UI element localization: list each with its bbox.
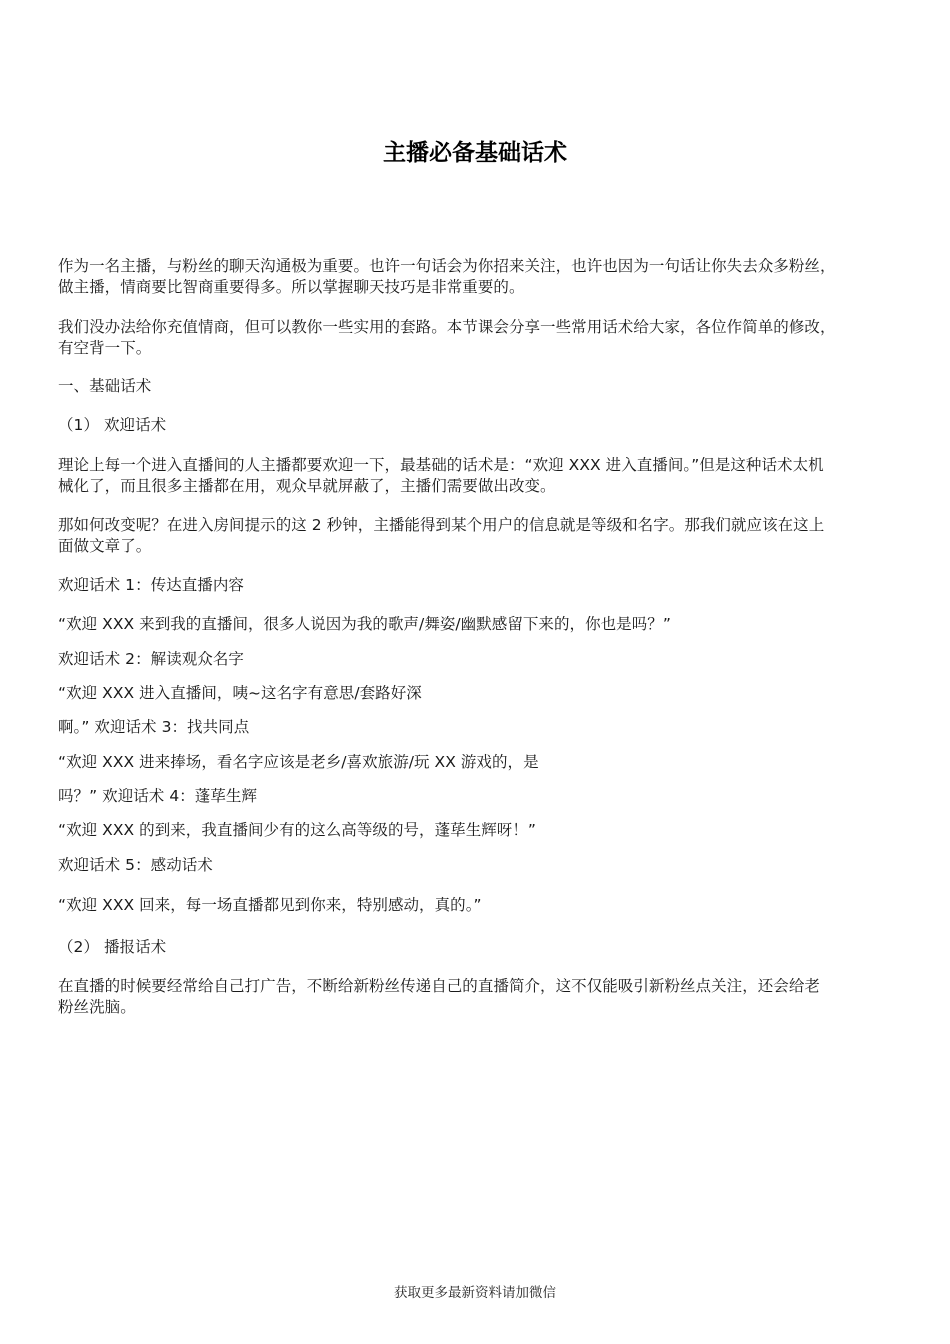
subheading-welcome-scripts: （1） 欢迎话术 [58,416,167,434]
page-title: 主播必备基础话术 [383,140,567,166]
intro-paragraph-1-line-2: 做主播，情商要比智商重要得多。所以掌握聊天技巧是非常重要的。 [58,278,525,296]
welcome-script-5-label: 欢迎话术 5：感动话术 [58,856,213,874]
paragraph-3-line-1: 理论上每一个进入直播间的人主播都要欢迎一下，最基础的话术是：“欢迎 XXX 进入直播间。”但是这种话术太机 [58,456,824,474]
intro-paragraph-2-line-2: 有空背一下。 [58,339,152,357]
welcome-script-3-text: “欢迎 XXX 进来捧场，看名字应该是老乡/喜欢旅游/玩 XX 游戏的，是 [58,753,539,771]
welcome-script-4-text: “欢迎 XXX 的到来，我直播间少有的这么高等级的号，蓬荜生辉呀！” [58,821,536,839]
paragraph-4-line-2: 面做文章了。 [58,537,152,555]
welcome-script-2-3-line: 啊。” 欢迎话术 3：找共同点 [58,718,250,736]
subheading-broadcast-scripts: （2） 播报话术 [58,938,167,956]
paragraph-4-line-1: 那如何改变呢？在进入房间提示的这 2 秒钟，主播能得到某个用户的信息就是等级和名字。那我们就应该在这上 [58,516,825,534]
welcome-script-2-text: “欢迎 XXX 进入直播间，咦~这名字有意思/套路好深 [58,684,422,702]
intro-paragraph-1-line-1: 作为一名主播，与粉丝的聊天沟通极为重要。也许一句话会为你招来关注，也许也因为一句话让你失去众多粉丝， [58,257,836,275]
intro-paragraph-2-line-1: 我们没办法给你充值情商，但可以教你一些实用的套路。本节课会分享一些常用话术给大家，各位作简单的修改， [58,318,836,336]
welcome-script-1-label: 欢迎话术 1：传达直播内容 [58,576,244,594]
welcome-script-2-label: 欢迎话术 2：解读观众名字 [58,650,244,668]
welcome-script-1-text: “欢迎 XXX 来到我的直播间，很多人说因为我的歌声/舞姿/幽默感留下来的，你也是吗？” [58,615,671,633]
page-footer: 获取更多最新资料请加微信 [394,1285,556,1301]
welcome-script-3-4-line: 吗？” 欢迎话术 4：蓬荜生辉 [58,787,257,805]
paragraph-5-line-1: 在直播的时候要经常给自己打广告，不断给新粉丝传递自己的直播简介，这不仅能吸引新粉丝点关注，还会给老 [58,977,820,995]
paragraph-5-line-2: 粉丝洗脑。 [58,998,136,1016]
welcome-script-5-text: “欢迎 XXX 回来，每一场直播都见到你来，特别感动，真的。” [58,896,482,914]
section-heading-basic-scripts: 一、基础话术 [58,377,152,395]
paragraph-3-line-2: 械化了，而且很多主播都在用，观众早就屏蔽了，主播们需要做出改变。 [58,477,556,495]
